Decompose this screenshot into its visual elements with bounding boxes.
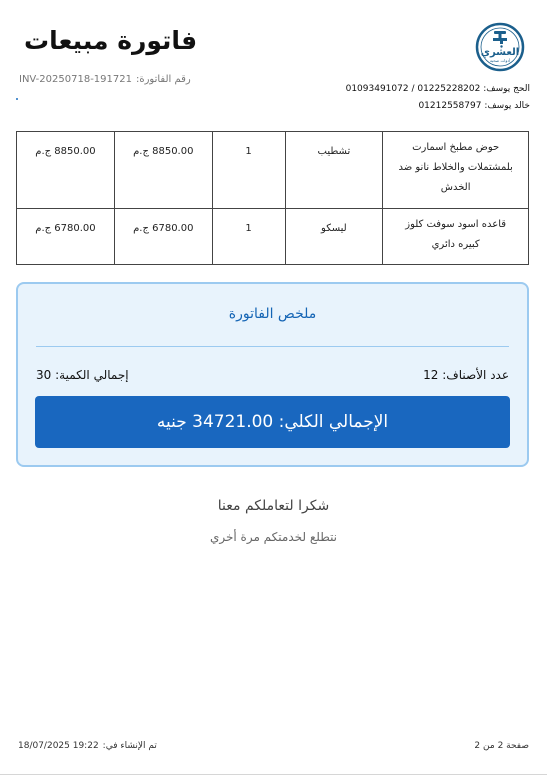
- table-row: [17, 132, 529, 209]
- item-price: 6780.00 ج.م: [114, 209, 212, 265]
- logo-name: العشري: [480, 47, 520, 58]
- brand-logo: [475, 22, 525, 72]
- thanks-message: شكرا لتعاملكم معنا: [217, 498, 330, 514]
- page-bottom-border: [0, 774, 547, 775]
- item-price: 8850.00 ج.م: [114, 132, 212, 209]
- items-count: عدد الأصناف: 12: [423, 368, 509, 382]
- item-name: قاعده اسود سوفت كلوز كبيره دائري: [383, 209, 529, 265]
- item-qty: 1: [212, 209, 285, 265]
- grand-total: الإجمالي الكلي: 34721.00 جنيه: [35, 396, 510, 448]
- contact-line-2: خالد يوسف: 01212558797: [418, 101, 530, 111]
- invoice-number-line: [19, 74, 191, 85]
- marker-dot: [16, 98, 18, 100]
- contact-info: [346, 81, 530, 115]
- item-brand: تشطيب: [285, 132, 383, 209]
- invoice-number: INV-20250718-191721: [19, 74, 132, 85]
- items-table: [16, 131, 529, 265]
- invoice-number-label: رقم الفاتورة:: [135, 74, 191, 85]
- logo-subtitle: أدوات صحية: [489, 58, 511, 63]
- item-total: 8850.00 ج.م: [17, 132, 115, 209]
- total-quantity: إجمالي الكمية: 30: [36, 368, 129, 382]
- page-number: صفحة 2 من 2: [474, 741, 529, 751]
- item-name: حوض مطبخ اسمارت بلمشتملات والخلاط نانو ضد الخدش: [383, 132, 529, 209]
- contact-line-1: الحج يوسف: 01225228202 / 01093491072: [345, 84, 530, 94]
- item-qty: 1: [212, 132, 285, 209]
- thanks-subtitle: نتطلع لخدمتكم مرة أخري: [209, 530, 338, 544]
- invoice-summary: [16, 282, 529, 467]
- table-row: [17, 209, 529, 265]
- item-total: 6780.00 ج.م: [17, 209, 115, 265]
- item-brand: ليسكو: [285, 209, 383, 265]
- page-title: فاتورة مبيعات: [24, 26, 198, 55]
- summary-title: ملخص الفاتورة: [228, 306, 317, 322]
- created-timestamp: 18/07/2025 19:22: [18, 741, 99, 751]
- created-at: [18, 741, 157, 751]
- summary-divider: [36, 346, 509, 347]
- created-label: تم الإنشاء في:: [102, 741, 157, 751]
